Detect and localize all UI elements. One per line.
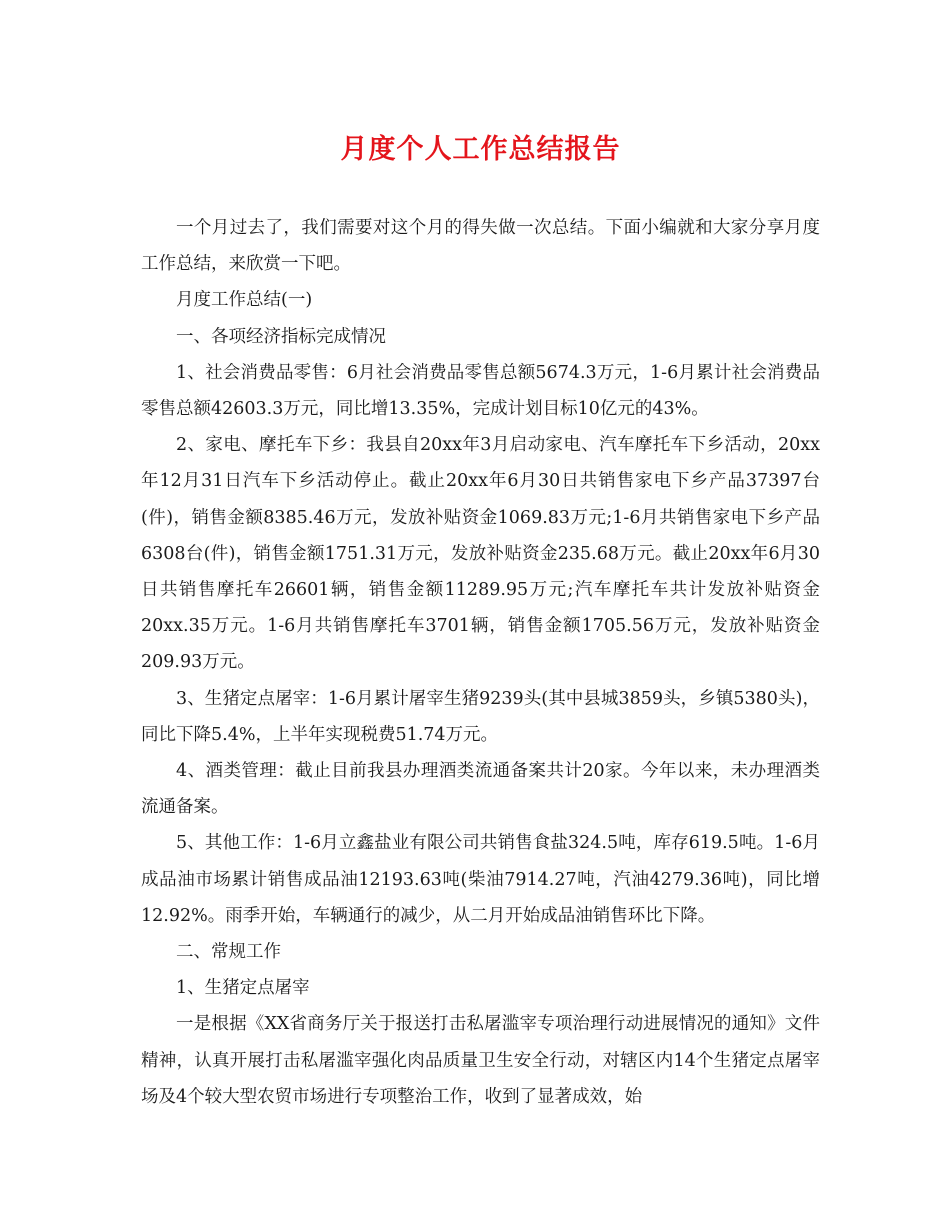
paragraph-campaign: 一是根据《XX省商务厅关于报送打击私屠滥宰专项治理行动进展情况的通知》文件精神，认真开展打击私屠滥宰强化肉品质量卫生安全行动，对辖区内14个生猪定点屠宰场及4个较大型农贸市场进行专项整治工作，收到了显著成效，始 <box>141 1014 820 1107</box>
paragraph-heading-economic-indicators: 一、各项经济指标完成情况 <box>176 326 386 347</box>
paragraph-other-work: 5、其他工作：1-6月立鑫盐业有限公司共销售食盐324.5吨，库存619.5吨。1-6月成品油市场累计销售成品油12193.63吨(柴油7914.27吨，汽油4279.36吨)，同比增12.92%。雨季开始，车辆通行的减少，从二月开始成品油销售环比下降。 <box>141 833 820 926</box>
paragraph-liquor-management: 4、酒类管理：截止目前我县办理酒类流通备案共计20家。今年以来，未办理酒类流通备案。 <box>141 761 820 818</box>
paragraph-intro: 一个月过去了，我们需要对这个月的得失做一次总结。下面小编就和大家分享月度工作总结，来欣赏一下吧。 <box>141 218 820 275</box>
document-title: 月度个人工作总结报告 <box>340 134 621 165</box>
paragraph-appliances-to-countryside: 2、家电、摩托车下乡：我县自20xx年3月启动家电、汽车摩托车下乡活动，20xx年12月31日汽车下乡活动停止。截止20xx年6月30日共销售家电下乡产品37397台(件)，销售金额8385.46万元，发放补贴资金1069.83万元;1-6月共销售家电下乡产品6308台(件)，销售金额1751.31万元，发放补贴资金235.68万元。截止20xx年6月30日共销售摩托车26601辆，销售金额11289.95万元;汽车摩托车共计发放补贴资金20xx.35万元。1-6月共销售摩托车3701辆，销售金额1705.56万元，发放补贴资金209.93万元。 <box>141 435 820 673</box>
paragraph-heading-pig-slaughter: 1、生猪定点屠宰 <box>176 978 310 999</box>
paragraph-heading-routine-work: 二、常规工作 <box>176 942 281 963</box>
paragraph-section-heading: 月度工作总结(一) <box>176 290 313 311</box>
paragraph-pig-slaughter: 3、生猪定点屠宰：1-6月累计屠宰生猪9239头(其中县城3859头，乡镇5380头)，同比下降5.4%，上半年实现税费51.74万元。 <box>141 688 820 745</box>
paragraph-retail-sales: 1、社会消费品零售：6月社会消费品零售总额5674.3万元，1-6月累计社会消费品零售总额42603.3万元，同比增13.35%，完成计划目标10亿元的43%。 <box>141 362 820 420</box>
